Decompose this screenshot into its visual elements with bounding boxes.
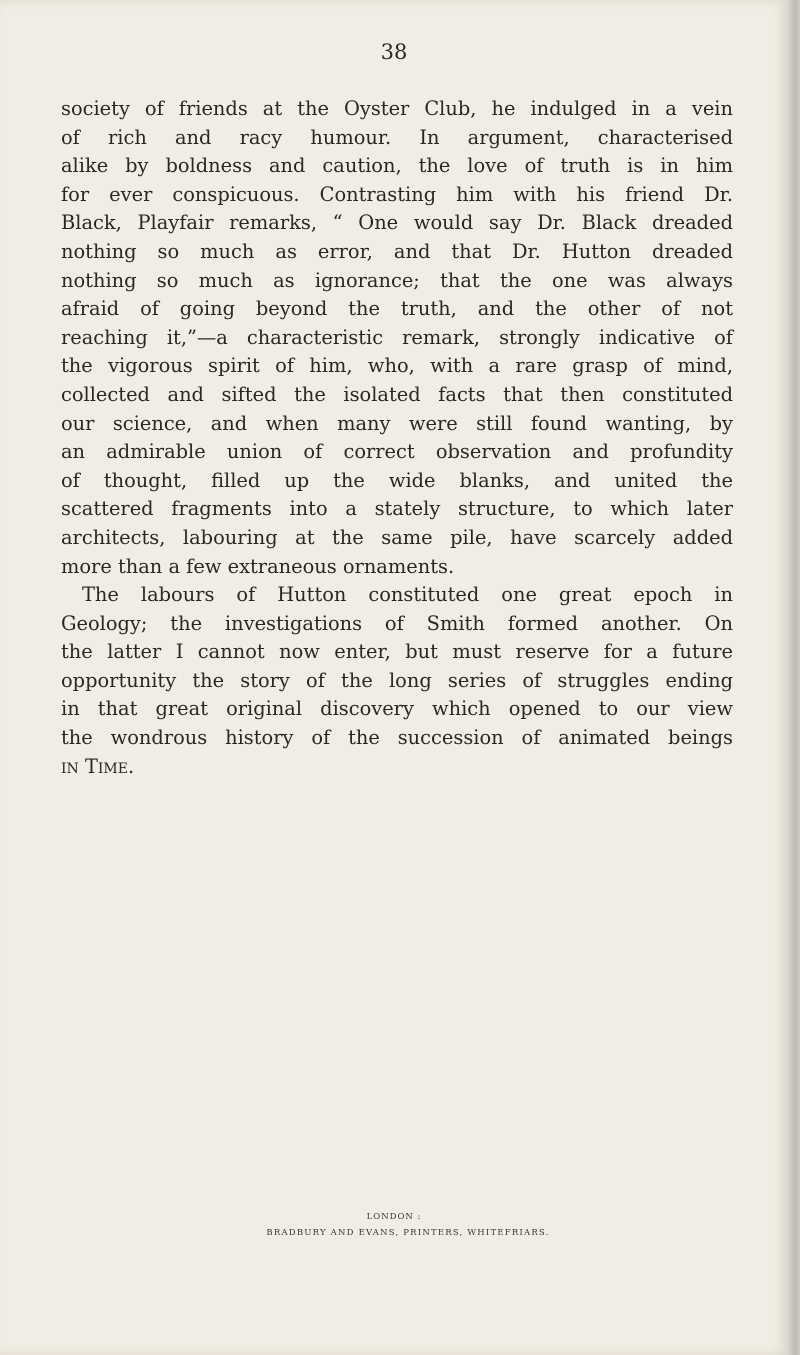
text-line: more than a few extraneous ornaments. <box>61 554 455 578</box>
text-line: in Time. <box>61 754 135 778</box>
imprint-printers: BRADBURY AND EVANS, PRINTERS, WHITEFRIARS. <box>266 1228 550 1238</box>
text-line: society of friends at the Oyster Club, he indulged in a vein <box>61 97 733 120</box>
paragraph-2 <box>61 581 733 781</box>
paragraph-1 <box>61 95 733 581</box>
text-line: of rich and racy humour. In argument, characterised <box>61 125 733 149</box>
text-line: the latter I cannot now enter, but must reserve for a future <box>61 640 733 664</box>
text-line: nothing so much as ignorance; that the one was always <box>61 268 733 292</box>
body-text <box>61 95 733 781</box>
text-line: opportunity the story of the long series of struggles ending <box>61 668 733 692</box>
text-line: for ever conspicuous. Contrasting him with his friend Dr. <box>61 182 733 206</box>
page-number: 38 <box>380 40 408 64</box>
text-line: architects, labouring at the same pile, have scarcely added <box>61 525 733 549</box>
text-line: alike by boldness and caution, the love of truth is in him <box>61 154 733 178</box>
text-line: afraid of going beyond the truth, and the other of not <box>61 297 733 321</box>
text-line: the vigorous spirit of him, who, with a rare grasp of mind, <box>61 354 733 378</box>
text-line: in that great original discovery which opened to our view <box>61 697 733 721</box>
text-line: collected and sifted the isolated facts that then constituted <box>61 382 733 406</box>
text-line: Black, Playfair remarks, “ One would say Dr. Black dreaded <box>61 211 733 235</box>
text-line: scattered fragments into a stately structure, to which later <box>61 497 733 521</box>
text-line: an admirable union of correct observation and profundity <box>61 440 733 464</box>
text-line: our science, and when many were still found wanting, by <box>61 411 733 435</box>
text-line: The labours of Hutton constituted one great epoch in <box>82 583 733 607</box>
text-line: the wondrous history of the succession of animated beings <box>61 726 733 750</box>
text-line: nothing so much as error, and that Dr. Hutton dreaded <box>61 239 733 263</box>
page-edge <box>788 0 800 1355</box>
imprint-city: LONDON : <box>366 1212 422 1222</box>
text-line: Geology; the investigations of Smith formed another. On <box>61 611 733 635</box>
text-line: of thought, filled up the wide blanks, and united the <box>61 468 733 492</box>
text-line: reaching it,”—a characteristic remark, strongly indicative of <box>61 325 733 349</box>
